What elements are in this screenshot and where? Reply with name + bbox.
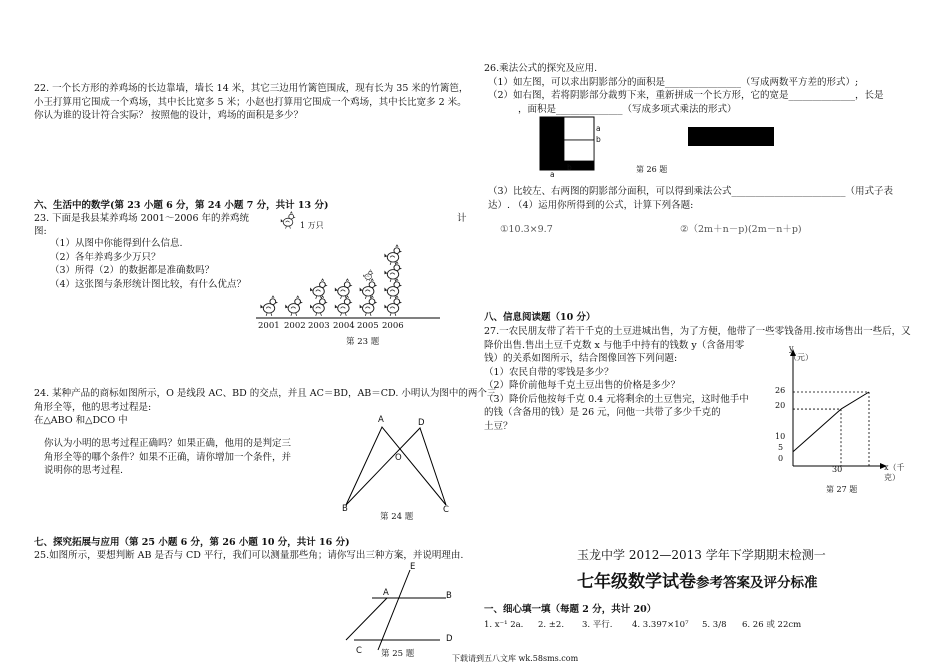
fig24-label-A: A	[378, 415, 384, 425]
q23-tu: 图:	[34, 226, 47, 237]
q26-line: （2）如右图，若将阴影部分裁剪下来，重新拼成一个长方形，它的宽是______________，长是	[488, 90, 884, 101]
q23-heading: 23. 下面是我县某养鸡场 2001～2006 年的养鸡统	[34, 213, 250, 224]
q27-line: 土豆？	[484, 420, 513, 432]
figure-caption: 第 27 题	[826, 485, 858, 494]
q27-line: 的钱（含备用的钱）是 26 元，问他一共带了多少千克的	[484, 407, 721, 418]
q27-line: （2）降价前他每千克土豆出售的价格是多少？	[484, 380, 681, 391]
q24-line: 角形全等，他的思考过程是:	[34, 401, 152, 413]
year-label: 2001	[258, 321, 280, 331]
q26-line: （1）如左图，可以求出阴影部分的面积是________________（写成两数平方差的形式）;	[488, 76, 859, 88]
q24-line: 24. 某种产品的商标如图所示，O 是线段 AC、BD 的交点，并且 AC＝BD，AB＝CD. 小明认为图中的两个三	[34, 388, 497, 399]
answer-school-title: 玉龙中学 2012—2013 学年下学期期末检测一	[577, 548, 826, 562]
section-7-title: 七、探究拓展与应用（第 25 小题 6 分，第 26 小题 10 分，共计 16 分)	[34, 537, 350, 548]
fig25-label-B: B	[446, 591, 452, 601]
y-tick-label: 10	[775, 432, 786, 441]
fig24-label-D: D	[418, 418, 425, 428]
figure-caption: 第 25 题	[381, 649, 415, 659]
fig26-label-a2: a	[550, 170, 555, 179]
x-axis-label: x（千克）	[884, 463, 905, 482]
q23-item: （4）这张图与条形统计图比较，有什么优点？	[50, 278, 247, 290]
answer-item: 1. x⁻¹ 2a.	[484, 620, 524, 630]
q27-line: （1）农民自带的零钱是多少？	[484, 366, 614, 378]
fig26-label-b: b	[596, 135, 601, 144]
answer-item: 4. 3.397×10⁷	[632, 620, 689, 630]
fig25-label-D: D	[446, 634, 453, 644]
q24-line: 在△ABO 和△DCO 中	[34, 415, 128, 426]
fig25-label-A: A	[383, 588, 389, 598]
fig24-label-C: C	[443, 505, 449, 515]
y-tick-label: 5	[778, 443, 784, 452]
x-tick-label: 30	[832, 465, 843, 474]
y-axis-label: y （元）	[789, 344, 813, 362]
answer-main-title	[577, 571, 818, 596]
year-label: 2003	[308, 321, 330, 331]
q24-more-line: 你认为小明的思考过程正确吗？如果正确，他用的是判定三	[44, 438, 292, 449]
figure-caption: 第 24 题	[380, 512, 414, 522]
figure-caption: 第 26 题	[636, 165, 668, 174]
answer-item: 5. 3/8	[702, 620, 727, 630]
fig24-label-B: B	[342, 504, 348, 514]
q23-item: （2）各年养鸡多少万只？	[50, 251, 161, 263]
answer-item: 3. 平行.	[582, 620, 613, 630]
price-line	[793, 409, 841, 452]
fig25-label-E: E	[410, 562, 416, 572]
q26-b-line: （3）比较左、右两图的阴影部分面积，可以得到乘法公式________________________（用式子表	[488, 186, 894, 197]
q26-line: 26.乘法公式的探究及应用.	[484, 63, 598, 74]
year-label: 2004	[333, 321, 355, 331]
q26-line: ，面积是______________（写成多项式乘法的形式）	[518, 103, 737, 115]
q23-item: （3）所得（2）的数据都是准确数吗？	[50, 265, 215, 276]
question-25: 25.如图所示，要想判断 AB 是否与 CD 平行，我们可以测量那些角；请你写出三种方案，并说明理由.	[34, 550, 464, 561]
q27-line: 27.一农民朋友带了若干千克的土豆进城出售，为了方便，他带了一些零钱备用.按市场售出一些后，又	[484, 326, 911, 337]
pictograph-legend-label: 1 万只	[300, 221, 324, 230]
answer-section-1: 一、细心填一填（每题 2 分，共计 20）	[484, 604, 657, 615]
fig26-label-b2: b	[567, 163, 572, 172]
section-8-title: 八、信息阅读题（10 分）	[484, 312, 596, 323]
answer-main-title-a: 七年级数学试卷	[577, 572, 696, 592]
q22-line: 小王打算用它围成一个鸡场，其中长比宽多 5 米；小赵也打算用它围成一个鸡场，其中长比宽多 2 米。	[34, 96, 467, 108]
q26-calc-2: ②（2m＋n－p)(2m－n＋p)	[680, 224, 802, 235]
q22-line: 22. 一个长方形的养鸡场的长边靠墙，墙长 14 米，其它三边用竹篱笆围成，现有长为 35 米的竹篱笆，	[34, 83, 469, 94]
reduced-price-line	[841, 392, 869, 409]
year-label: 2006	[382, 321, 404, 331]
figure-caption: 第 23 题	[346, 337, 380, 347]
q26-calc-1: ①10.3×9.7	[500, 224, 553, 235]
fig25-label-C: C	[356, 646, 362, 656]
answer-item: 2. ±2.	[538, 620, 565, 630]
answer-main-title-b: 参考答案及评分标准	[696, 575, 818, 591]
q23-heading-tail: 计	[457, 213, 467, 224]
q23-item: （1）从图中你能得到什么信息.	[50, 238, 183, 249]
q26-b-line: 达）. （4）运用你所得到的公式，计算下列各题:	[488, 199, 694, 211]
q24-more-line: 说明你的思考过程.	[44, 465, 124, 476]
q27-line: 降价出售.售出土豆千克数 x 与他手中持有的钱数 y（含备用零	[484, 339, 745, 351]
fig26-label-a: a	[596, 124, 601, 133]
footer-download-note: 下载请到五八文库 wk.58sms.com	[452, 654, 579, 663]
section-6-title: 六、生活中的数学(第 23 小题 6 分，第 24 小题 7 分，共计 13 分)	[34, 200, 329, 211]
year-label: 2002	[284, 321, 306, 331]
answer-item: 6. 26 或 22cm	[742, 620, 802, 630]
q27-line: （3）降价后他按每千克 0.4 元将剩余的土豆售完，这时他手中	[484, 393, 749, 405]
q27-line: 钱）的关系如图所示，结合图像回答下列问题:	[484, 353, 678, 364]
y-tick-label: 0	[778, 454, 784, 463]
y-tick-label: 20	[775, 401, 786, 410]
fig24-label-O: O	[395, 453, 402, 463]
q24-more-line: 角形全等的哪个条件？如果不正确，请你增加一个条件，并	[44, 451, 292, 463]
year-label: 2005	[357, 321, 379, 331]
y-tick-label: 26	[775, 386, 786, 395]
q22-line: 你认为谁的设计符合实际？ 按照他的设计，鸡场的面积是多少？	[34, 110, 304, 121]
